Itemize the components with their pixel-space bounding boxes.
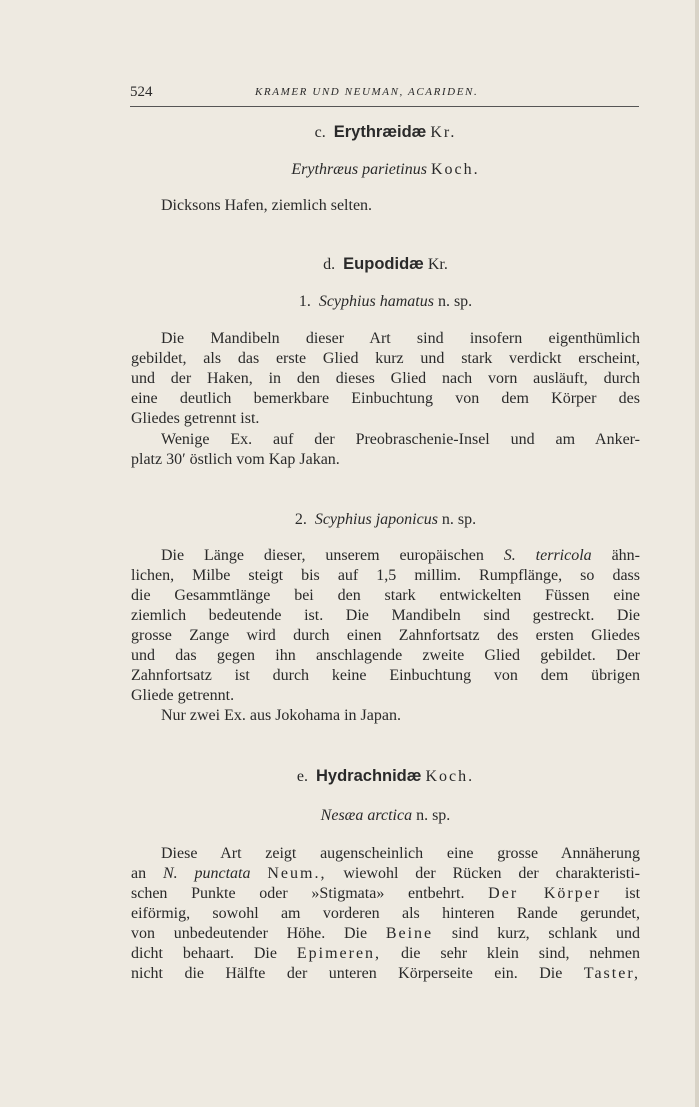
species-suffix: n. sp. (441, 511, 477, 528)
text-run: ist (624, 885, 641, 902)
text-run: sind kurz, schlank und (451, 925, 640, 942)
paragraph-line: Dicksons Hafen, ziemlich selten. (161, 197, 373, 214)
spaced-text: Neum., (267, 865, 327, 882)
paragraph-line (131, 924, 640, 944)
family-name: Erythræidæ (333, 123, 427, 141)
author: Kr. (430, 124, 457, 141)
text-run: schen Punkte oder »Stigmata» entbehrt. (131, 885, 465, 902)
section-letter: c. (314, 124, 326, 141)
text-run: wiewohl der Rücken der charakteristi- (343, 865, 640, 882)
paragraph-line: gebildet, als das erste Glied kurz und stark verdickt erscheint, (131, 350, 640, 367)
paragraph-line: und das gegen ihn anschlagende zweite Glied gebildet. Der (131, 647, 640, 664)
paragraph-line: Wenige Ex. auf der Preobraschenie-Insel und am Anker- (161, 431, 640, 448)
paragraph-line: und der Haken, in den dieses Glied nach vorn ausläuft, durch (131, 370, 640, 387)
species-scyphius-hamatus (131, 292, 640, 312)
spaced-text: Beine (385, 925, 434, 942)
species-scyphius-japonicus (131, 510, 640, 530)
paragraph-line (131, 864, 640, 884)
species-suffix: n. sp. (416, 807, 451, 824)
paragraph-line: die Gesammtlänge bei den stark entwickelten Füssen eine (131, 587, 640, 604)
text-run: an (131, 865, 147, 882)
paragraph-line: platz 30′ östlich vom Kap Jakan. (131, 451, 340, 468)
italic-name: N. punctata (162, 865, 251, 882)
section-letter: e. (296, 768, 308, 785)
paragraph-line (131, 546, 640, 566)
page-edge (695, 0, 699, 1107)
paragraph-line: eine deutlich bemerkbare Einbuchtung von dem Körper des (131, 390, 640, 407)
species-name: Scyphius hamatus (318, 293, 434, 310)
paragraph-line: Die Mandibeln dieser Art sind insofern eigenthümlich (161, 330, 640, 347)
text-run: ähn- (611, 547, 641, 564)
paragraph-line: Gliedes getrennt ist. (131, 410, 260, 427)
species-nesaea-arctica (131, 806, 640, 826)
text-run: nicht die Hälfte der unteren Körperseite ein. Die (131, 965, 563, 982)
species-erythraeus (131, 160, 640, 180)
heading-erythraeidae (131, 122, 640, 143)
paragraph-line: Diese Art zeigt augenscheinlich eine grosse Annäherung (161, 845, 640, 862)
paragraph-line (131, 884, 640, 904)
text-run: die sehr klein sind, nehmen (400, 945, 641, 962)
species-name: Scyphius japonicus (314, 511, 438, 528)
family-name: Hydrachnidæ (316, 767, 422, 785)
species-name: Erythræus parietinus (291, 161, 427, 178)
italic-name: S. terricola (503, 547, 592, 564)
heading-eupodidae (131, 254, 640, 275)
page-header (130, 84, 639, 104)
paragraph-line: Zahnfortsatz ist durch keine Einbuchtung von dem übrigen (131, 667, 640, 684)
text-run: dicht behaart. Die (131, 945, 277, 962)
spaced-text: Epimeren, (296, 945, 382, 962)
spaced-text: Der Körper (488, 885, 602, 902)
author: Koch. (425, 768, 475, 785)
paragraph-line: Nur zwei Ex. aus Jokohama in Japan. (161, 707, 401, 724)
species-name: Nesæa arctica (320, 807, 413, 824)
paragraph-line: Gliede getrennt. (131, 687, 235, 704)
species-author: Koch. (430, 161, 480, 178)
paragraph-line: ziemlich bedeutende ist. Die Mandibeln sind gestreckt. Die (131, 607, 640, 624)
paragraph-line: eiförmig, sowohl am vorderen als hinteren Rande gerundet, (131, 905, 640, 922)
family-name: Eupodidæ (343, 255, 424, 273)
species-suffix: n. sp. (437, 293, 473, 310)
species-number: 2. (294, 511, 307, 528)
running-title: KRAMER UND NEUMAN, ACARIDEN. (255, 86, 479, 98)
paragraph-line: grosse Zange wird durch einen Zahnfortsatz des ersten Gliedes (131, 627, 640, 644)
text-run: von unbedeutender Höhe. Die (131, 925, 368, 942)
heading-hydrachnidae (131, 766, 640, 787)
paragraph-line: lichen, Milbe steigt bis auf 1,5 millim. Rumpflänge, so dass (131, 567, 640, 584)
author: Kr. (427, 256, 448, 273)
text-run: Die Länge dieser, unserem europäischen (161, 547, 484, 564)
page-number: 524 (130, 84, 153, 100)
paragraph-line (131, 964, 640, 984)
section-letter: d. (323, 256, 336, 273)
spaced-text: Taster, (583, 965, 641, 982)
paragraph-line (131, 944, 640, 964)
species-number: 1. (298, 293, 311, 310)
header-rule (130, 106, 639, 107)
